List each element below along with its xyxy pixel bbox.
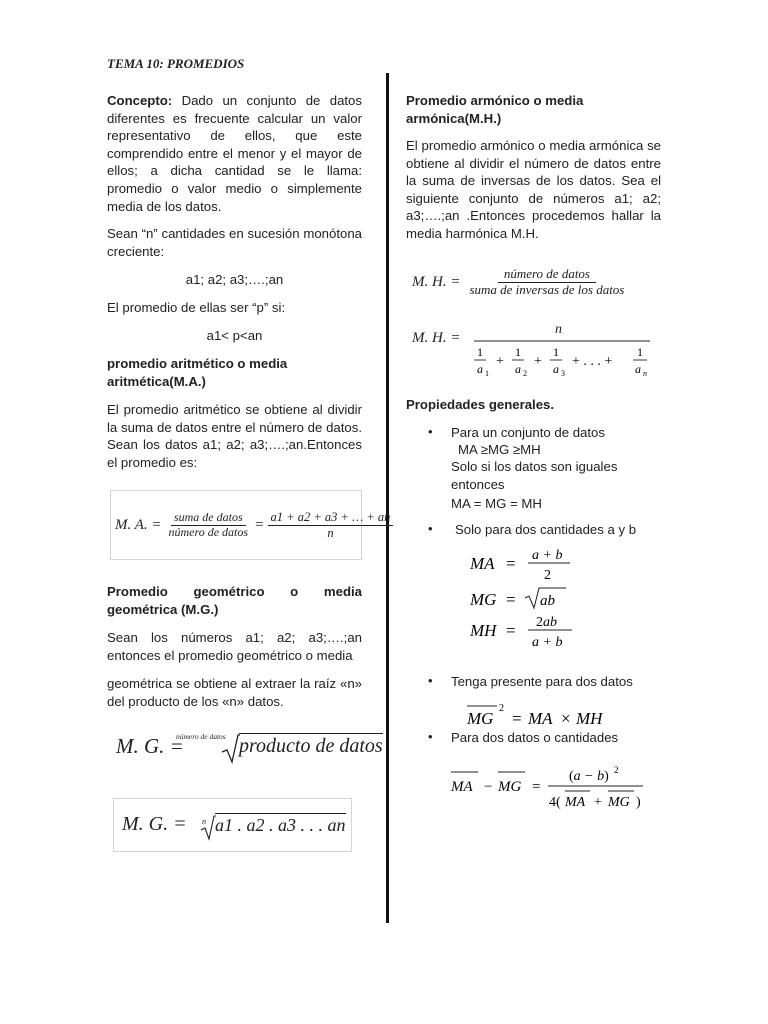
svg-text:=: = [506,554,516,573]
bullet4-text: Para dos datos o cantidades [451,730,619,745]
sequence-line: a1; a2; a3;….;an [185,272,284,287]
svg-text:2: 2 [544,568,551,583]
mh-paragraph: El promedio armónico o media armónica se obtiene al dividir el número de datos entre la suma de inversas de los datos. Sea el siguiente conjunto de números a1; a2; a3;….;an .Entonces procedemos hallar la media harmónica M.H. [406,138,661,241]
ma-frac1-num: suma de datos [171,511,246,526]
ma-frac2-num: a1 + a2 + a3 + … + an [268,510,394,525]
svg-text:MA: MA [451,779,473,795]
svg-text:a + b: a + b [532,548,563,563]
mg-paragraph-1: Sean los números a1; a2; a3;….;an entonces el promedio geométrico o media [107,630,362,663]
svg-text:1: 1 [515,345,521,359]
radical-sign-icon [220,732,240,764]
svg-text:2: 2 [614,765,619,775]
svg-text:2: 2 [523,369,527,378]
svg-text:−: − [484,779,493,795]
svg-text:a: a [477,362,483,376]
svg-text:MA: MA [565,795,586,810]
svg-text:MH: MH [470,621,497,640]
ma-minus-mg-formula [448,760,648,816]
mh-formula-symbols [412,322,657,380]
promedio-paragraph: El promedio de ellas ser “p” si: [107,300,286,315]
svg-text:MG: MG [498,779,522,795]
svg-text:1: 1 [477,345,483,359]
mh-formula1-lhs: M. H. = [412,273,461,290]
mh-formula-words [412,262,627,302]
ma-formula [115,503,393,547]
bullet-marker: • [428,521,433,536]
ma-frac2-den: n [327,525,334,540]
ma-heading: promedio aritmético o media aritmética(M.A.) [107,356,288,389]
radical-sign-icon [200,813,216,841]
svg-text:+: + [496,354,504,369]
ma-paragraph: El promedio aritmético se obtiene al dividir la suma de datos entre el número de datos. Sean los datos a1; a2; a3;….;an.Entonces el promedio es: [107,402,362,470]
sean-paragraph: Sean “n” cantidades en sucesión monótona creciente: [107,226,362,259]
ma-eq2: = [255,516,264,533]
mg-formula2-lhs: M. G. = [122,813,187,835]
svg-text:+: + [534,354,542,369]
svg-text:a: a [515,362,521,376]
two-quantity-formulas [468,542,588,654]
svg-text:MG: MG [467,709,494,728]
svg-text:MA: MA [528,709,553,728]
svg-text:n: n [643,369,647,378]
mg-formula1-radicand: producto de datos [239,735,383,757]
mg-formula2-index: n [202,817,206,826]
bullet-marker: • [428,424,433,439]
svg-text:a: a [635,362,641,376]
bullet3-text: Tenga presente para dos datos [451,674,633,689]
mh-sum-of-reciprocals [472,322,657,380]
svg-text:×: × [561,709,571,728]
svg-text:): ) [636,795,641,810]
mh-formula2-num: n [555,322,562,337]
mh-formula1-den: suma de inversas de los datos [469,281,625,297]
ma-fraction-words [166,511,252,540]
inequality-line: a1< p<an [206,328,263,343]
svg-text:3: 3 [561,369,565,378]
ma-fraction-symbols [268,510,394,540]
mg-formula-words [116,728,383,768]
svg-text:2: 2 [499,703,504,714]
bullet1-line1: Para un conjunto de datos [451,425,605,440]
svg-text:a: a [553,362,559,376]
svg-text:1: 1 [485,369,489,378]
svg-text:4(: 4( [549,795,561,810]
svg-text:=: = [506,590,516,609]
properties-heading: Propiedades generales. [406,397,555,412]
bullet1-line2: MA ≥MG ≥MH [458,442,541,457]
svg-text:+ . . . +: + . . . + [572,354,613,369]
mh-fraction-words [466,267,627,298]
svg-text:MA: MA [470,554,495,573]
mh-heading: Promedio armónico o media armónica(M.H.) [406,93,584,126]
bullet2-text: Solo para dos cantidades a y b [455,522,637,537]
mg-formula2-radicand: a1 . a2 . a3 . . . an [215,815,346,835]
svg-text:MH: MH [576,709,603,728]
bullet-marker: • [428,729,433,744]
mg-paragraph-2: geométrica se obtiene al extraer la raíz «n» del producto de los «n» datos. [107,676,362,709]
svg-text:+: + [594,795,602,810]
bullet-marker: • [428,673,433,688]
svg-text:=: = [512,709,522,728]
mg-formula1-index: número de datos [176,732,226,741]
ma-formula-lhs: M. A. = [115,516,162,533]
svg-text:a + b: a + b [532,635,563,650]
svg-text:(a − b): (a − b) [569,769,609,784]
bullet1-line4: MA = MG = MH [451,496,542,511]
mh-formula1-num: número de datos [498,267,596,283]
svg-text:1: 1 [637,345,643,359]
svg-text:ab: ab [540,593,555,609]
concepto-text: Dado un conjunto de datos diferentes es frecuente calcular un valor representativo de ellos, que este comprendido entre el menor y el mayor de ellos; a dicha cantidad se le llama: promedio o valor medio o simplemente media de los datos. [107,93,362,214]
svg-text:2ab: 2ab [536,615,557,630]
svg-text:=: = [506,621,516,640]
mh-formula2-lhs: M. H. = [412,330,461,346]
page-title: TEMA 10: PROMEDIOS [107,56,245,71]
mg-heading: Promedio geométrico o media geométrica (M.G.) [107,584,362,617]
column-divider [386,73,389,923]
mg-formula1-lhs: M. G. = [116,734,184,758]
ma-frac1-den: número de datos [168,524,249,539]
mg-squared-formula [464,696,614,728]
concepto-paragraph [107,92,362,215]
concepto-label: Concepto: [107,93,173,108]
mg-formula2-box [113,798,352,852]
svg-text:MG: MG [608,795,630,810]
svg-text:MG: MG [470,590,497,609]
ma-formula-box [110,490,391,560]
svg-text:1: 1 [553,345,559,359]
bullet1-line3: Solo si los datos son iguales entonces [451,459,618,492]
svg-text:=: = [532,779,541,795]
